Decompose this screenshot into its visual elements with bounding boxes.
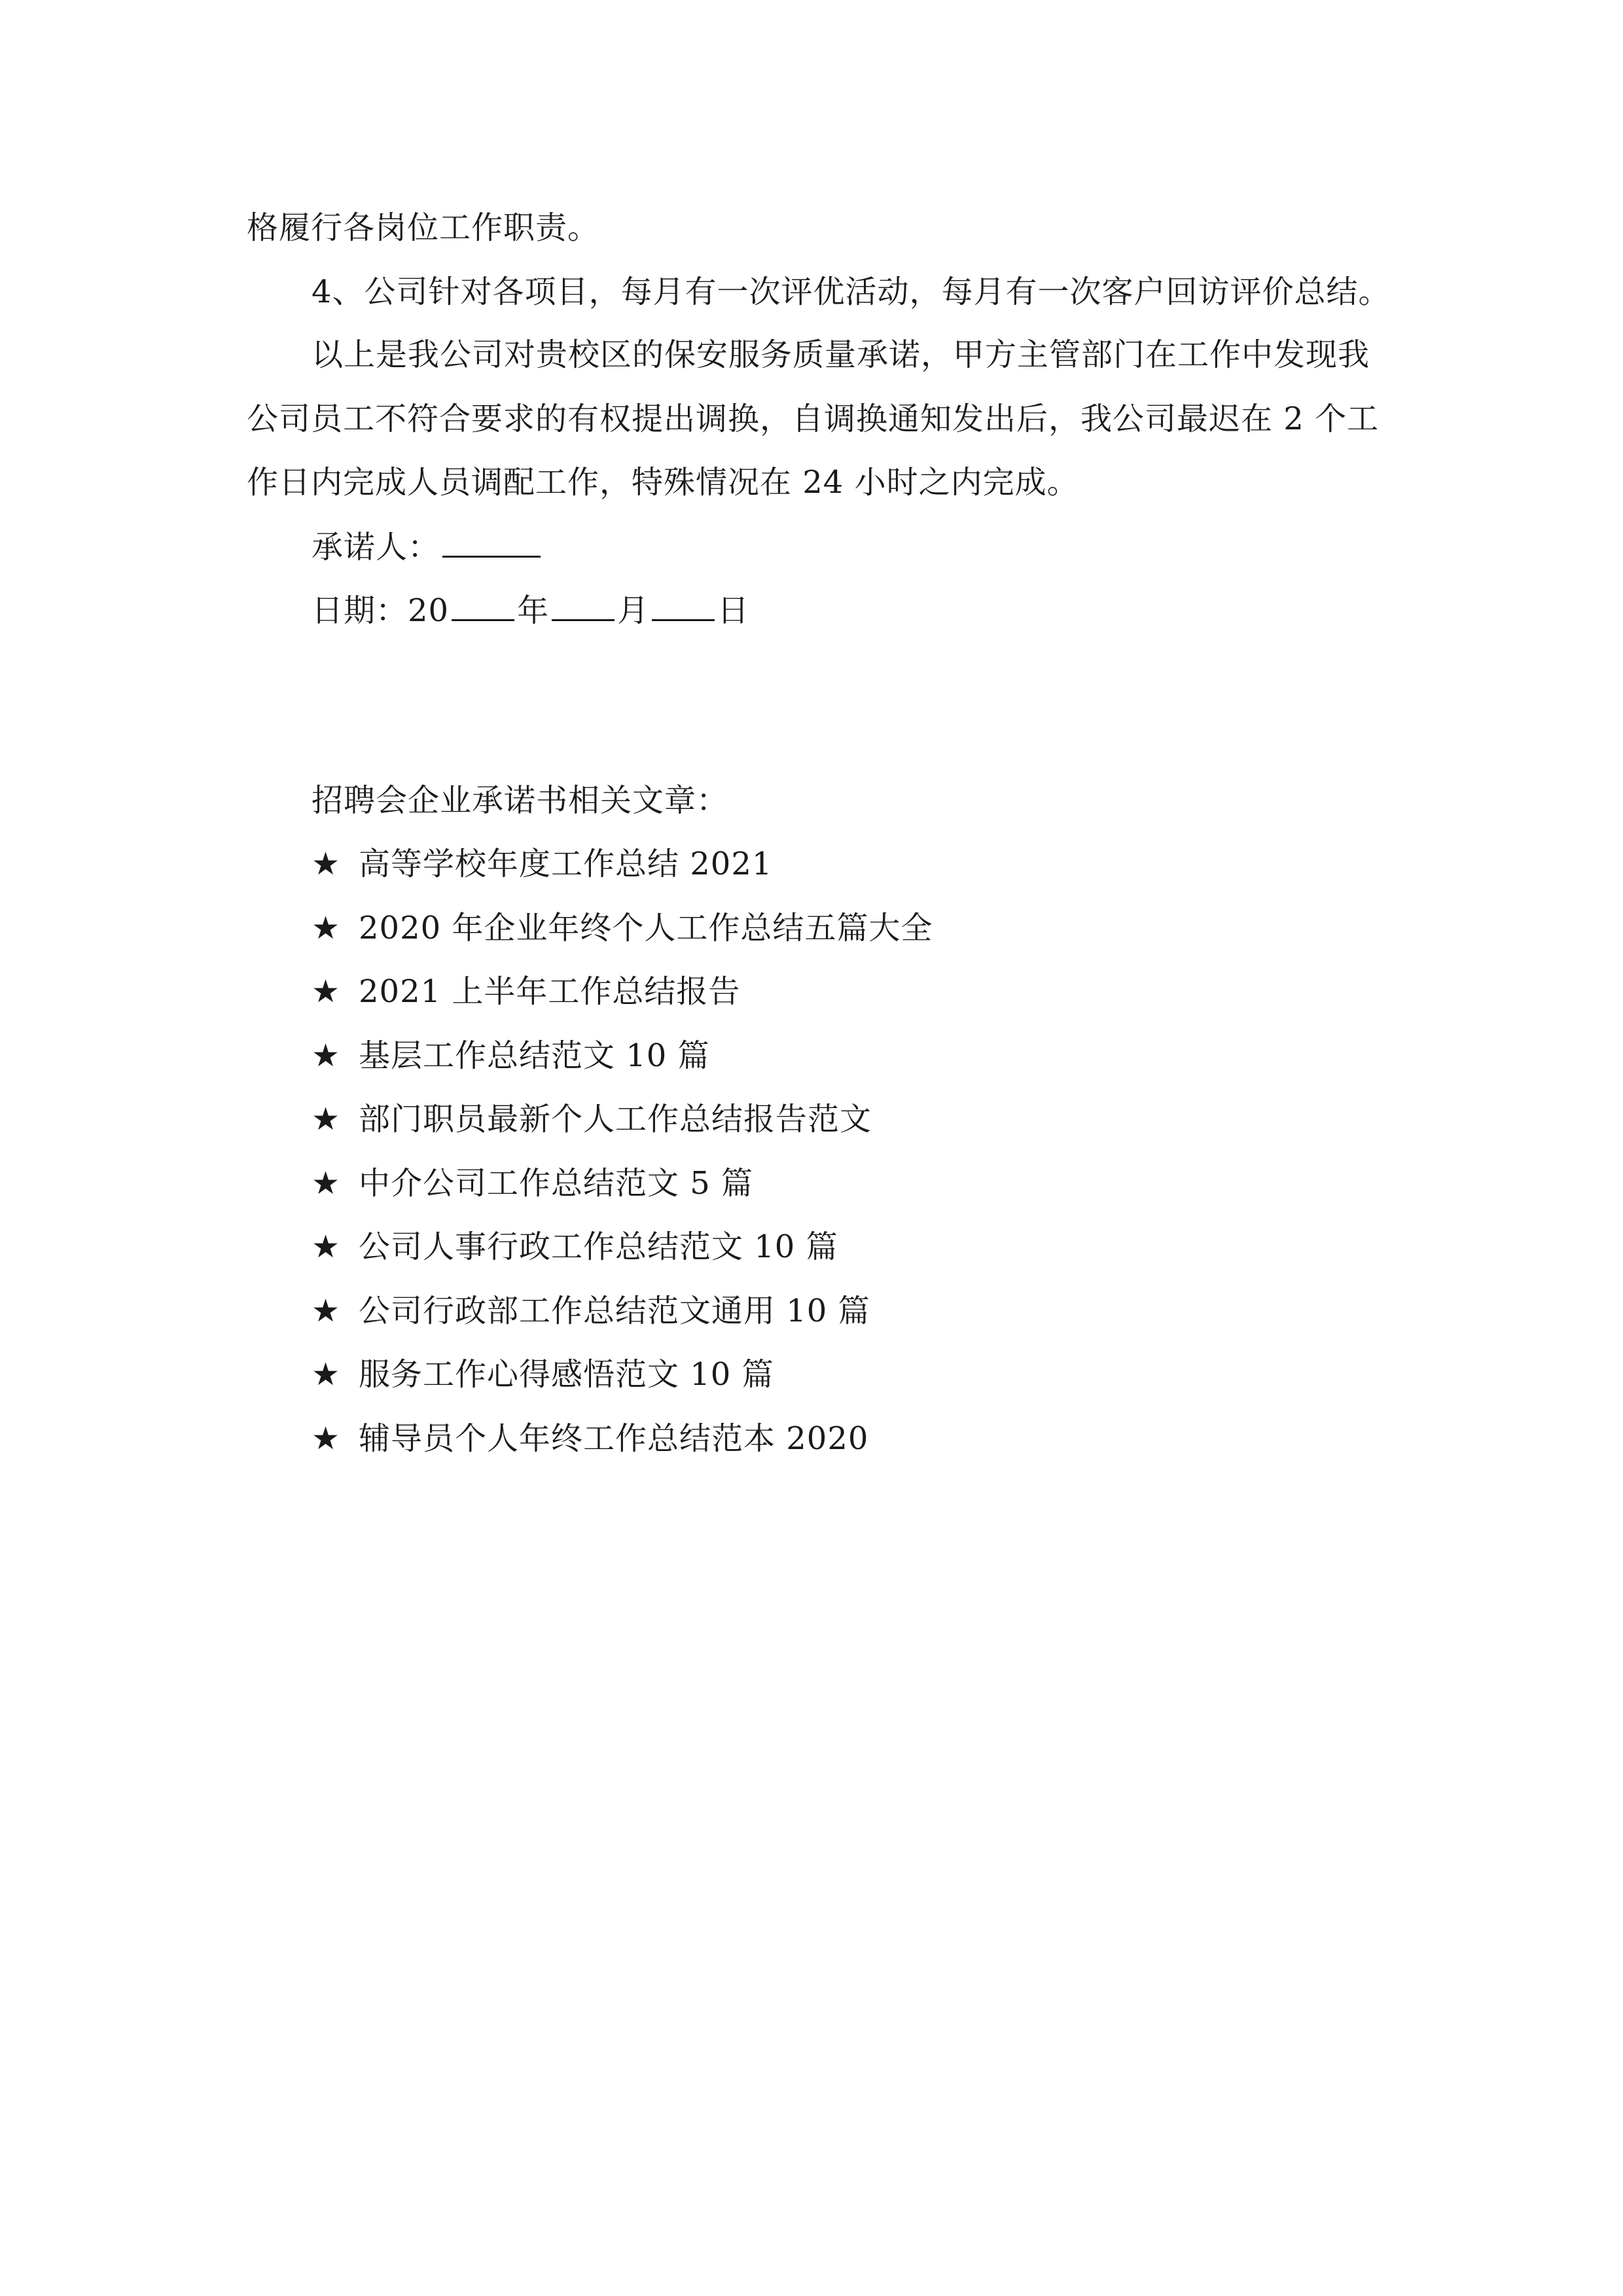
star-icon: ★ xyxy=(312,973,341,1010)
signature-blank xyxy=(442,527,541,558)
paragraph-commitment-line-2: 公司员工不符合要求的有权提出调换，自调换通知发出后，我公司最迟在 2 个工 xyxy=(247,401,1380,437)
date-year-label: 年 xyxy=(517,592,550,629)
related-article-title: 2021 上半年工作总结报告 xyxy=(359,973,741,1010)
related-article-link[interactable] xyxy=(312,1291,870,1331)
related-article-link[interactable] xyxy=(312,1164,753,1203)
related-article-link[interactable] xyxy=(312,1100,872,1139)
related-article-link[interactable] xyxy=(312,1355,774,1394)
date-day-label: 日 xyxy=(717,592,750,629)
signature-label: 承诺人： xyxy=(312,529,440,565)
paragraph-commitment-line-3: 作日内完成人员调配工作，特殊情况在 24 小时之内完成。 xyxy=(247,464,1079,501)
related-article-link[interactable] xyxy=(312,972,740,1011)
star-icon: ★ xyxy=(312,1229,341,1265)
related-article-link[interactable] xyxy=(312,1419,868,1458)
related-article-title: 公司人事行政工作总结范文 10 篇 xyxy=(359,1229,838,1265)
related-article-title: 基层工作总结范文 10 篇 xyxy=(359,1037,710,1074)
related-article-title: 服务工作心得感悟范文 10 篇 xyxy=(359,1356,774,1393)
related-article-title: 部门职员最新个人工作总结报告范文 xyxy=(359,1101,872,1138)
star-icon: ★ xyxy=(312,1165,341,1202)
related-article-link[interactable] xyxy=(312,844,772,884)
date-month-blank xyxy=(552,590,615,621)
date-line xyxy=(312,590,749,630)
paragraph-item-4: 4、公司针对各项目，每月有一次评优活动，每月有一次客户回访评价总结。 xyxy=(312,274,1391,310)
star-icon: ★ xyxy=(312,910,341,946)
related-article-title: 高等学校年度工作总结 2021 xyxy=(359,846,773,882)
date-prefix: 20 xyxy=(408,592,450,629)
date-label: 日期： xyxy=(312,592,408,629)
star-icon: ★ xyxy=(312,1293,341,1329)
related-article-title: 中介公司工作总结范文 5 篇 xyxy=(359,1165,754,1202)
star-icon: ★ xyxy=(312,1037,341,1074)
star-icon: ★ xyxy=(312,1101,341,1138)
date-day-blank xyxy=(652,590,715,621)
paragraph-continuation: 格履行各岗位工作职责。 xyxy=(247,209,600,246)
date-month-label: 月 xyxy=(617,592,650,629)
star-icon: ★ xyxy=(312,846,341,882)
signature-line xyxy=(312,527,543,567)
paragraph-commitment-line-1: 以上是我公司对贵校区的保安服务质量承诺，甲方主管部门在工作中发现我 xyxy=(312,336,1370,373)
star-icon: ★ xyxy=(312,1356,341,1393)
related-article-link[interactable] xyxy=(312,908,933,948)
related-article-title: 2020 年企业年终个人工作总结五篇大全 xyxy=(359,910,933,946)
star-icon: ★ xyxy=(312,1420,341,1457)
related-article-title: 辅导员个人年终工作总结范本 2020 xyxy=(359,1420,869,1457)
related-article-title: 公司行政部工作总结范文通用 10 篇 xyxy=(359,1293,870,1329)
related-article-link[interactable] xyxy=(312,1036,710,1075)
related-article-link[interactable] xyxy=(312,1227,838,1266)
date-year-blank xyxy=(452,590,514,621)
related-articles-heading: 招聘会企业承诺书相关文章： xyxy=(312,782,729,819)
